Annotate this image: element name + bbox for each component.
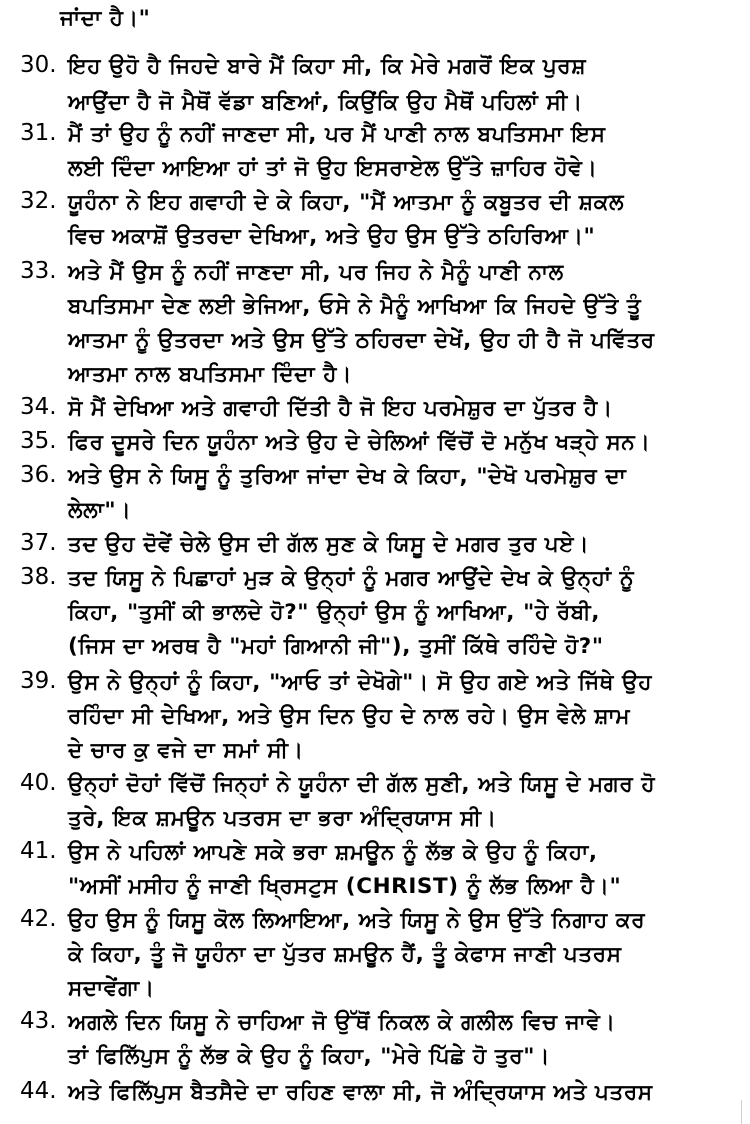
page-edge-divider (741, 1100, 750, 1124)
text-line: ਸੋ ਮੈਂ ਦੇਖਿਆ ਅਤੇ ਗਵਾਹੀ ਦਿੱਤੀ ਹੈ ਜੋ ਇਹ ਪਰਮੇਸ਼ੁਰ ਦਾ ਪੁੱਤਰ ਹੈ। (68, 396, 613, 421)
text-line: ਅਗਲੇ ਦਿਨ ਯਿਸੂ ਨੇ ਚਾਹਿਆ ਜੋ ਉੱਥੋਂ ਨਿਕਲ ਕੇ ਗਲੀਲ ਵਿਚ ਜਾਵੇ। (68, 1010, 616, 1035)
text-line: ਇਹ ਉਹੋ ਹੈ ਜਿਹਦੇ ਬਾਰੇ ਮੈਂ ਕਿਹਾ ਸੀ, ਕਿ ਮੇਰੇ ਮਗਰੋਂ ਇਕ ਪੁਰਸ਼ (68, 54, 587, 79)
text-line: ਆਉਂਦਾ ਹੈ ਜੋ ਮੈਥੋਂ ਵੱਡਾ ਬਣਿਆਂ, ਕਿਉਂਕਿ ਉਹ ਮੈਥੋਂ ਪਹਿਲਾਂ ਸੀ। (68, 90, 583, 115)
text-line: ਦੇ ਚਾਰ ਕੁ ਵਜੇ ਦਾ ਸਮਾਂ ਸੀ। (68, 738, 304, 763)
text-line: ਅਤੇ ਫਿਲਿੱਪੁਸ ਬੈਤਸੈਦੇ ਦਾ ਰਹਿਣ ਵਾਲਾ ਸੀ, ਜੋ ਅੰਦ੍ਰਿਯਾਸ ਅਤੇ ਪਤਰਸ (68, 1080, 653, 1105)
verse-number: 31. (20, 120, 57, 146)
text-line: ਆਤਮਾ ਨੂੰ ਉਤਰਦਾ ਅਤੇ ਉਸ ਉੱਤੇ ਠਹਿਰਦਾ ਦੇਖੇਂ, ਉਹ ਹੀ ਹੈ ਜੋ ਪਵਿੱਤਰ (68, 328, 655, 353)
text-line: ਯੂਹੰਨਾ ਨੇ ਇਹ ਗਵਾਹੀ ਦੇ ਕੇ ਕਿਹਾ, "ਮੈਂ ਆਤਮਾ ਨੂੰ ਕਬੂਤਰ ਦੀ ਸ਼ਕਲ (68, 190, 625, 215)
text-line: "ਅਸੀਂ ਮਸੀਹ ਨੂੰ ਜਾਣੀ ਖ੍ਰਿਸਟੁਸ (CHRIST) ਨੂੰ ਲੱਭ ਲਿਆ ਹੈ।" (68, 874, 622, 899)
text-line: ਅਤੇ ਉਸ ਨੇ ਯਿਸੂ ਨੂੰ ਤੁਰਿਆ ਜਾਂਦਾ ਦੇਖ ਕੇ ਕਿਹਾ, "ਦੇਖੋ ਪਰਮੇਸ਼ੁਰ ਦਾ (68, 464, 627, 489)
text-line: ਮੈਂ ਤਾਂ ਉਹ ਨੂੰ ਨਹੀਂ ਜਾਣਦਾ ਸੀ, ਪਰ ਮੈਂ ਪਾਣੀ ਨਾਲ ਬਪਤਿਸਮਾ ਇਸ (68, 122, 606, 147)
text-line: ਉਸ ਨੇ ਪਹਿਲਾਂ ਆਪਣੇ ਸਕੇ ਭਰਾ ਸ਼ਮਊਨ ਨੂੰ ਲੱਭ ਕੇ ਉਹ ਨੂੰ ਕਿਹਾ, (68, 840, 598, 865)
text-line: ਤਾਂ ਫਿਲਿੱਪੁਸ ਨੂੰ ਲੱਭ ਕੇ ਉਹ ਨੂੰ ਕਿਹਾ, "ਮੇਰੇ ਪਿੱਛੇ ਹੋ ਤੁਰ"। (68, 1044, 551, 1069)
text-line: ਜਾਂਦਾ ਹੈ।" (60, 6, 151, 31)
verse-number: 35. (20, 428, 57, 454)
text-line: ਵਿਚ ਅਕਾਸ਼ੋਂ ਉਤਰਦਾ ਦੇਖਿਆ, ਅਤੇ ਉਹ ਉਸ ਉੱਤੇ ਠਹਿਰਿਆ।" (68, 224, 596, 249)
text-line: (ਜਿਸ ਦਾ ਅਰਥ ਹੈ "ਮਹਾਂ ਗਿਆਨੀ ਜੀ"), ਤੁਸੀਂ ਕਿੱਥੇ ਰਹਿੰਦੇ ਹੋ?" (68, 634, 604, 659)
verse-number: 44. (20, 1078, 57, 1104)
text-line: ਰਹਿੰਦਾ ਸੀ ਦੇਖਿਆ, ਅਤੇ ਉਸ ਦਿਨ ਉਹ ਦੇ ਨਾਲ ਰਹੇ। ਉਸ ਵੇਲੇ ਸ਼ਾਮ (68, 704, 631, 729)
verse-number: 43. (20, 1008, 57, 1034)
text-line: ਸਦਾਵੇਂਗਾ। (68, 976, 155, 1001)
verse-number: 39. (20, 668, 57, 694)
text-line: ਲਈ ਦਿੰਦਾ ਆਇਆ ਹਾਂ ਤਾਂ ਜੋ ਉਹ ਇਸਰਾਏਲ ਉੱਤੇ ਜ਼ਾਹਿਰ ਹੋਵੇ। (68, 156, 598, 181)
text-line: ਲੇਲਾ"। (68, 498, 132, 523)
text-line: ਕਿਹਾ, "ਤੁਸੀਂ ਕੀ ਭਾਲਦੇ ਹੋ?" ਉਨ੍ਹਾਂ ਉਸ ਨੂੰ ਆਖਿਆ, "ਹੇ ਰੱਬੀ, (68, 600, 601, 625)
verse-number: 40. (20, 770, 57, 796)
verse-number: 38. (20, 564, 57, 590)
text-line: ਅਤੇ ਮੈਂ ਉਸ ਨੂੰ ਨਹੀਂ ਜਾਣਦਾ ਸੀ, ਪਰ ਜਿਹ ਨੇ ਮੈਨੂੰ ਪਾਣੀ ਨਾਲ (68, 260, 564, 285)
text-line: ਕੇ ਕਿਹਾ, ਤੂੰ ਜੋ ਯੂਹੰਨਾ ਦਾ ਪੁੱਤਰ ਸ਼ਮਊਨ ਹੈਂ, ਤੂੰ ਕੇਫਾਸ ਜਾਣੀ ਪਤਰਸ (68, 942, 622, 967)
text-line: ਉਨ੍ਹਾਂ ਦੋਹਾਂ ਵਿੱਚੋਂ ਜਿਨ੍ਹਾਂ ਨੇ ਯੂਹੰਨਾ ਦੀ ਗੱਲ ਸੁਣੀ, ਅਤੇ ਯਿਸੂ ਦੇ ਮਗਰ ਹੋ (68, 772, 656, 797)
verse-number: 37. (20, 530, 57, 556)
text-line: ਤੁਰੇ, ਇਕ ਸ਼ਮਊਨ ਪਤਰਸ ਦਾ ਭਰਾ ਅੰਦ੍ਰਿਯਾਸ ਸੀ। (68, 806, 497, 831)
text-line: ਉਸ ਨੇ ਉਨ੍ਹਾਂ ਨੂੰ ਕਿਹਾ, "ਆਓ ਤਾਂ ਦੇਖੋਗੇ"। ਸੋ ਉਹ ਗਏ ਅਤੇ ਜਿੱਥੇ ਉਹ (68, 670, 653, 695)
verse-number: 36. (20, 462, 57, 488)
text-line: ਤਦ ਉਹ ਦੋਵੇਂ ਚੇਲੇ ਉਸ ਦੀ ਗੱਲ ਸੁਣ ਕੇ ਯਿਸੂ ਦੇ ਮਗਰ ਤੁਰ ਪਏ। (68, 532, 590, 557)
verse-number: 33. (20, 258, 57, 284)
text-line: ਤਦ ਯਿਸੂ ਨੇ ਪਿਛਾਹਾਂ ਮੁੜ ਕੇ ਉਨ੍ਹਾਂ ਨੂੰ ਮਗਰ ਆਉਂਦੇ ਦੇਖ ਕੇ ਉਨ੍ਹਾਂ ਨੂੰ (68, 566, 635, 591)
text-line: ਆਤਮਾ ਨਾਲ ਬਪਤਿਸਮਾ ਦਿੰਦਾ ਹੈ। (68, 362, 353, 387)
text-line: ਬਪਤਿਸਮਾ ਦੇਣ ਲਈ ਭੇਜਿਆ, ਓਸੇ ਨੇ ਮੈਨੂੰ ਆਖਿਆ ਕਿ ਜਿਹਦੇ ਉੱਤੇ ਤੂੰ (68, 294, 642, 319)
text-line: ਫਿਰ ਦੂਸਰੇ ਦਿਨ ਯੂਹੰਨਾ ਅਤੇ ਉਹ ਦੇ ਚੇਲਿਆਂ ਵਿੱਚੋਂ ਦੋ ਮਨੁੱਖ ਖੜ੍ਹੇ ਸਨ। (68, 430, 651, 455)
text-line: ਉਹ ਉਸ ਨੂੰ ਯਿਸੂ ਕੋਲ ਲਿਆਇਆ, ਅਤੇ ਯਿਸੂ ਨੇ ਉਸ ਉੱਤੇ ਨਿਗਾਹ ਕਰ (68, 908, 646, 933)
verse-number: 42. (20, 906, 57, 932)
verse-number: 41. (20, 838, 57, 864)
verse-number: 32. (20, 188, 57, 214)
verse-number: 34. (20, 394, 57, 420)
verse-number: 30. (20, 52, 57, 78)
